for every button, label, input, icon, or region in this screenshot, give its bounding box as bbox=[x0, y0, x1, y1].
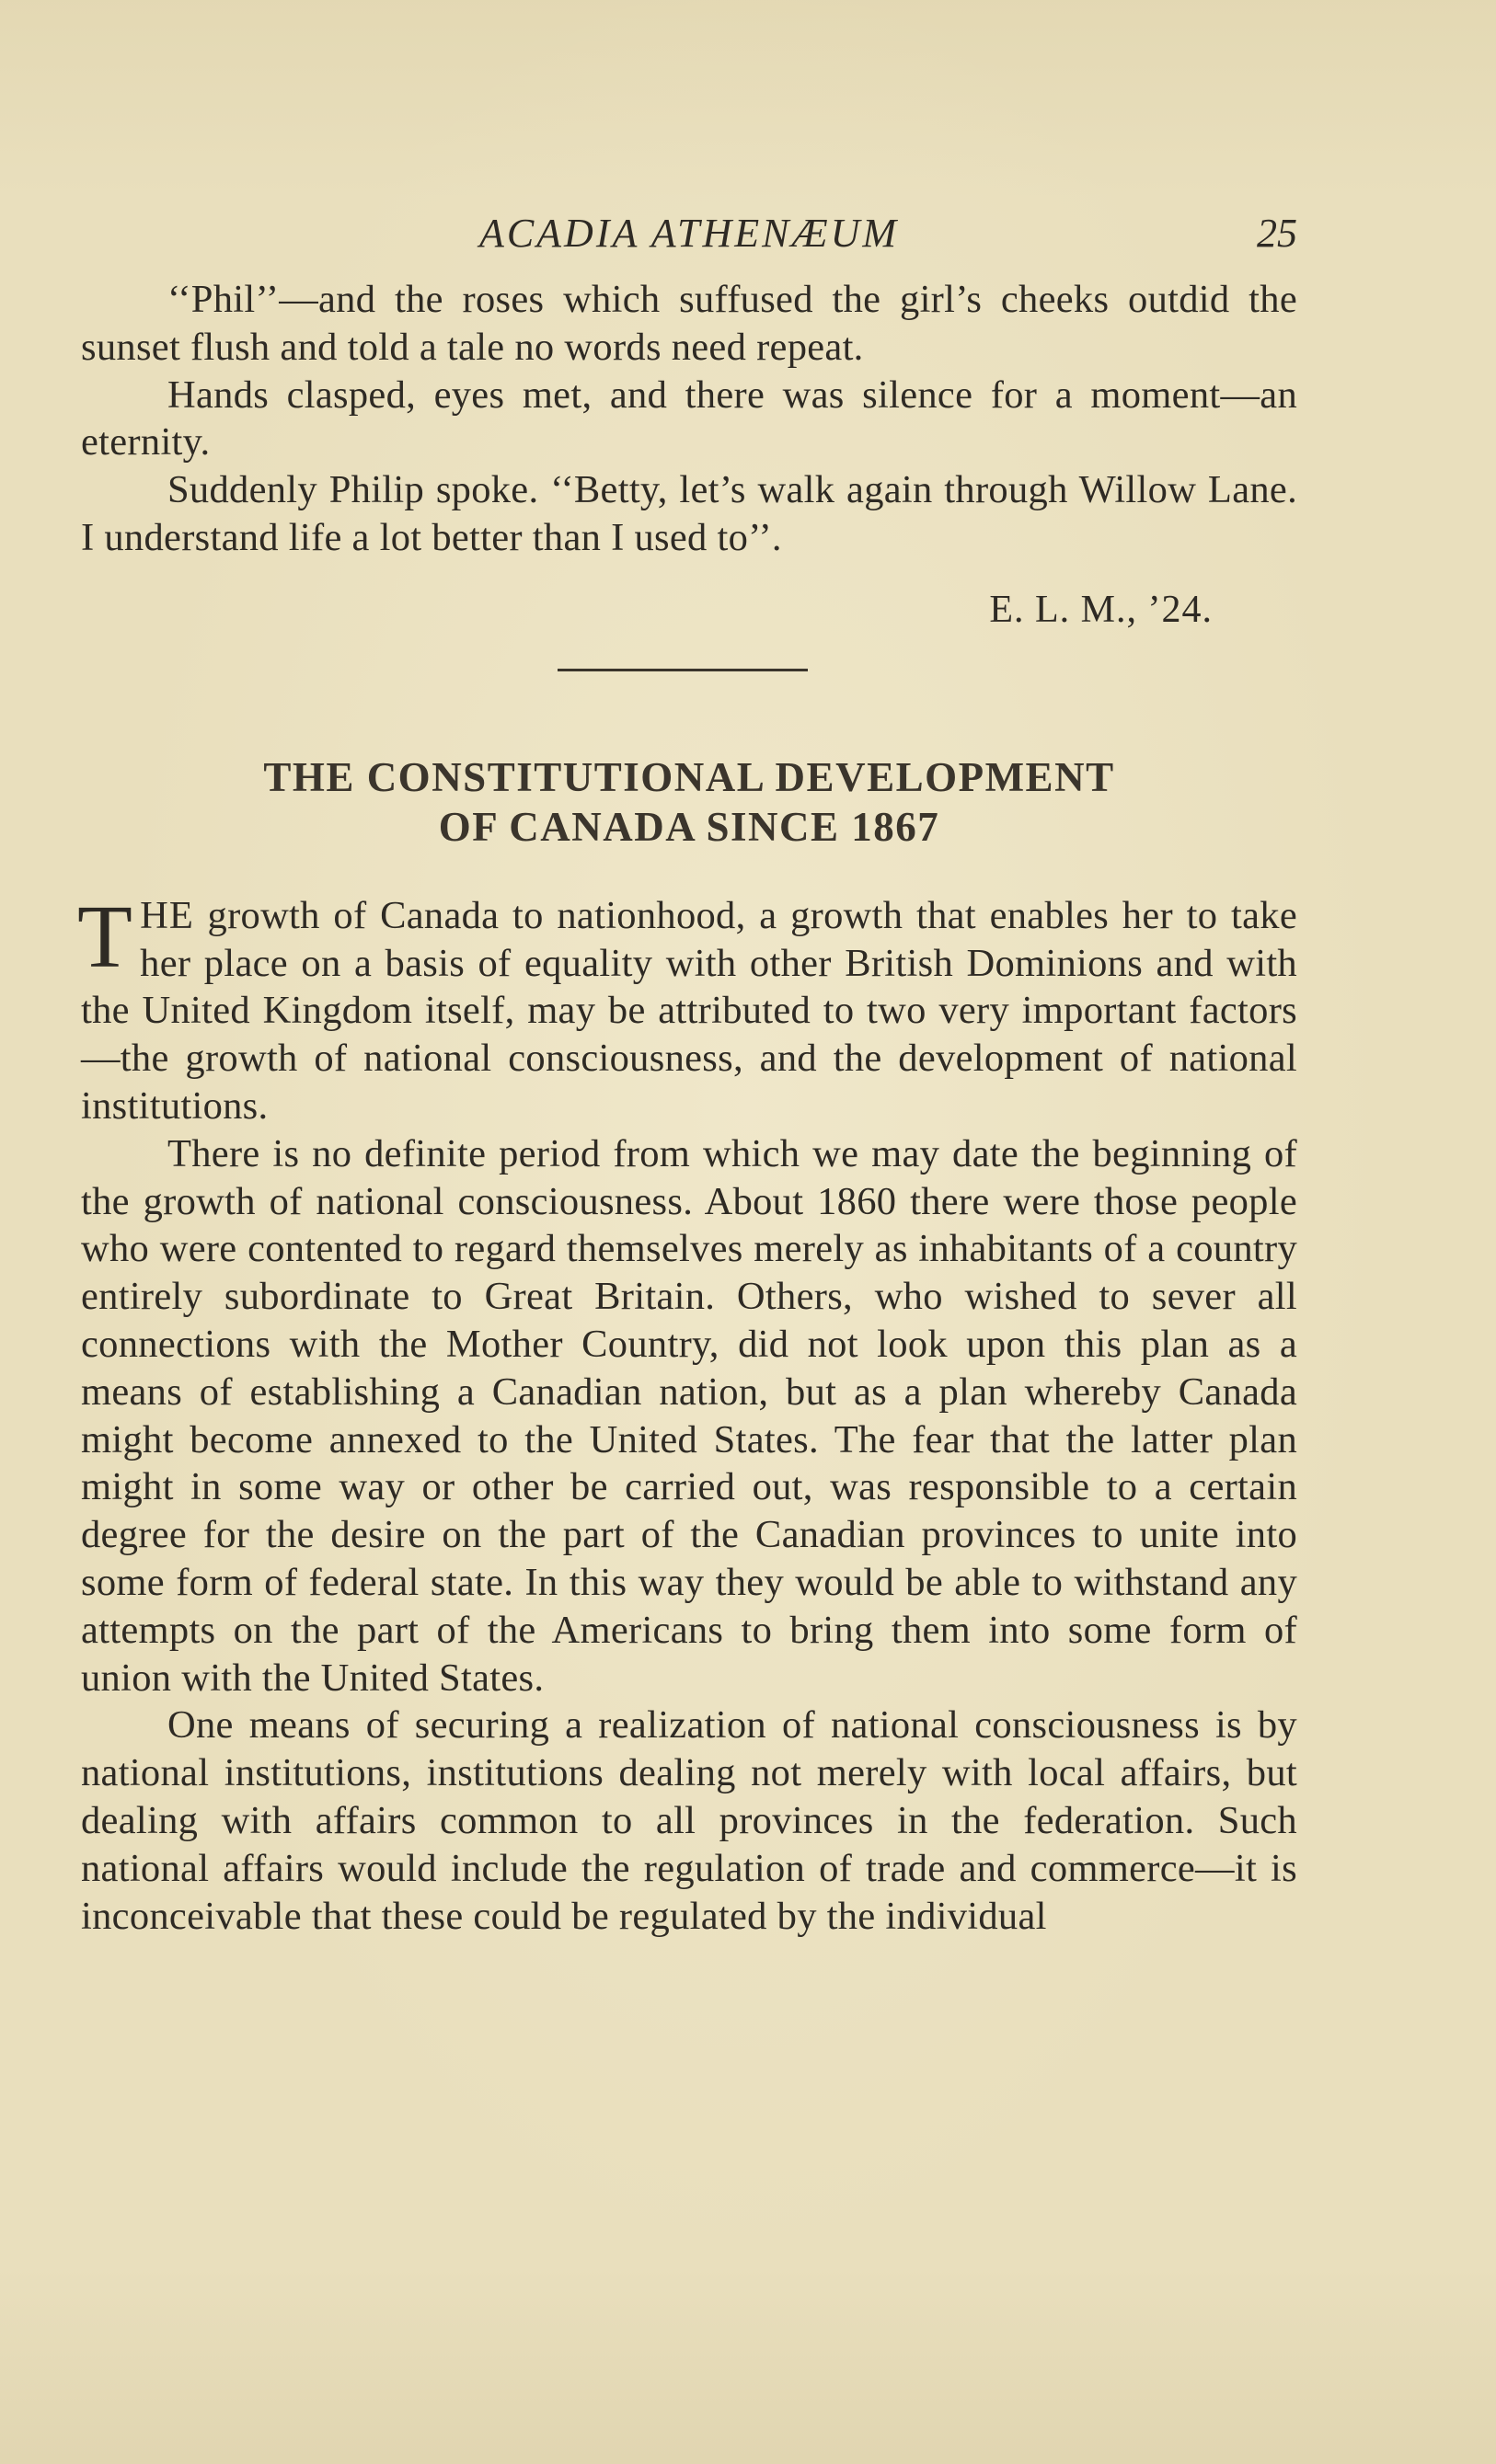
running-title: ACADIA ATHENÆUM bbox=[478, 211, 900, 256]
story-paragraph-1: ‘‘Phil’’—and the roses which suffused the girl’s cheeks outdid the sunset flush and told a tale no words need repeat. bbox=[81, 278, 1297, 369]
section-divider bbox=[558, 669, 808, 671]
journal-page bbox=[77, 210, 1297, 2417]
story-paragraph-3: Suddenly Philip spoke. ‘‘Betty, let’s walk again through Willow Lane. I understand life a lot better than I used to’’. bbox=[81, 468, 1297, 559]
first-word-rest: HE bbox=[140, 893, 194, 937]
article-title bbox=[81, 752, 1297, 852]
page-number: 25 bbox=[1257, 211, 1297, 256]
running-header bbox=[81, 210, 1297, 276]
article-title-line-1: THE CONSTITUTIONAL DEVELOPMENT bbox=[263, 753, 1115, 800]
article-paragraph-1-text: growth of Canada to nationhood, a growth that enables her to take her place on a basis of equality with other British Dominions and with the United Kingdom itself, may be attributed to two very important factors—the growth of national consciousness, and the development of national institutions. bbox=[81, 893, 1297, 1128]
article-paragraph-1 bbox=[77, 887, 1297, 1130]
drop-cap: T bbox=[77, 887, 133, 987]
story-ending bbox=[81, 276, 1297, 634]
article-paragraph-3: One means of securing a realization of national consciousness is by national institutions, institutions dealing not merely with local affairs, but dealing with affairs common to all provinces in the federation. Such national affairs would include the regulation of trade and commerce—it is inconceivable that these could be regulated by the individual bbox=[81, 1703, 1297, 1938]
article-body bbox=[77, 887, 1297, 1941]
author-signature: E. L. M., ’24. bbox=[989, 588, 1213, 631]
article-paragraph-2: There is no definite period from which we may date the beginning of the growth of national consciousness. About 1860 there were those people who were contented to regard themselves merely as inhabitants of a country entirely subordinate to Great Britain. Others, who wished to sever all connections with the Mother Country, did not look upon this plan as a means of establishing a Canadian nation, but as a plan whereby Canada might become annexed to the United States. The fear that the latter plan might in some way or other be carried out, was responsible to a certain degree for the desire on the part of the Canadian provinces to unite into some form of federal state. In this way they would be able to withstand any attempts on the part of the Americans to bring them into some form of union with the United States. bbox=[81, 1131, 1297, 1700]
story-paragraph-2: Hands clasped, eyes met, and there was silence for a moment—an eternity. bbox=[81, 372, 1297, 464]
article-title-line-2: OF CANADA SINCE 1867 bbox=[438, 803, 940, 850]
